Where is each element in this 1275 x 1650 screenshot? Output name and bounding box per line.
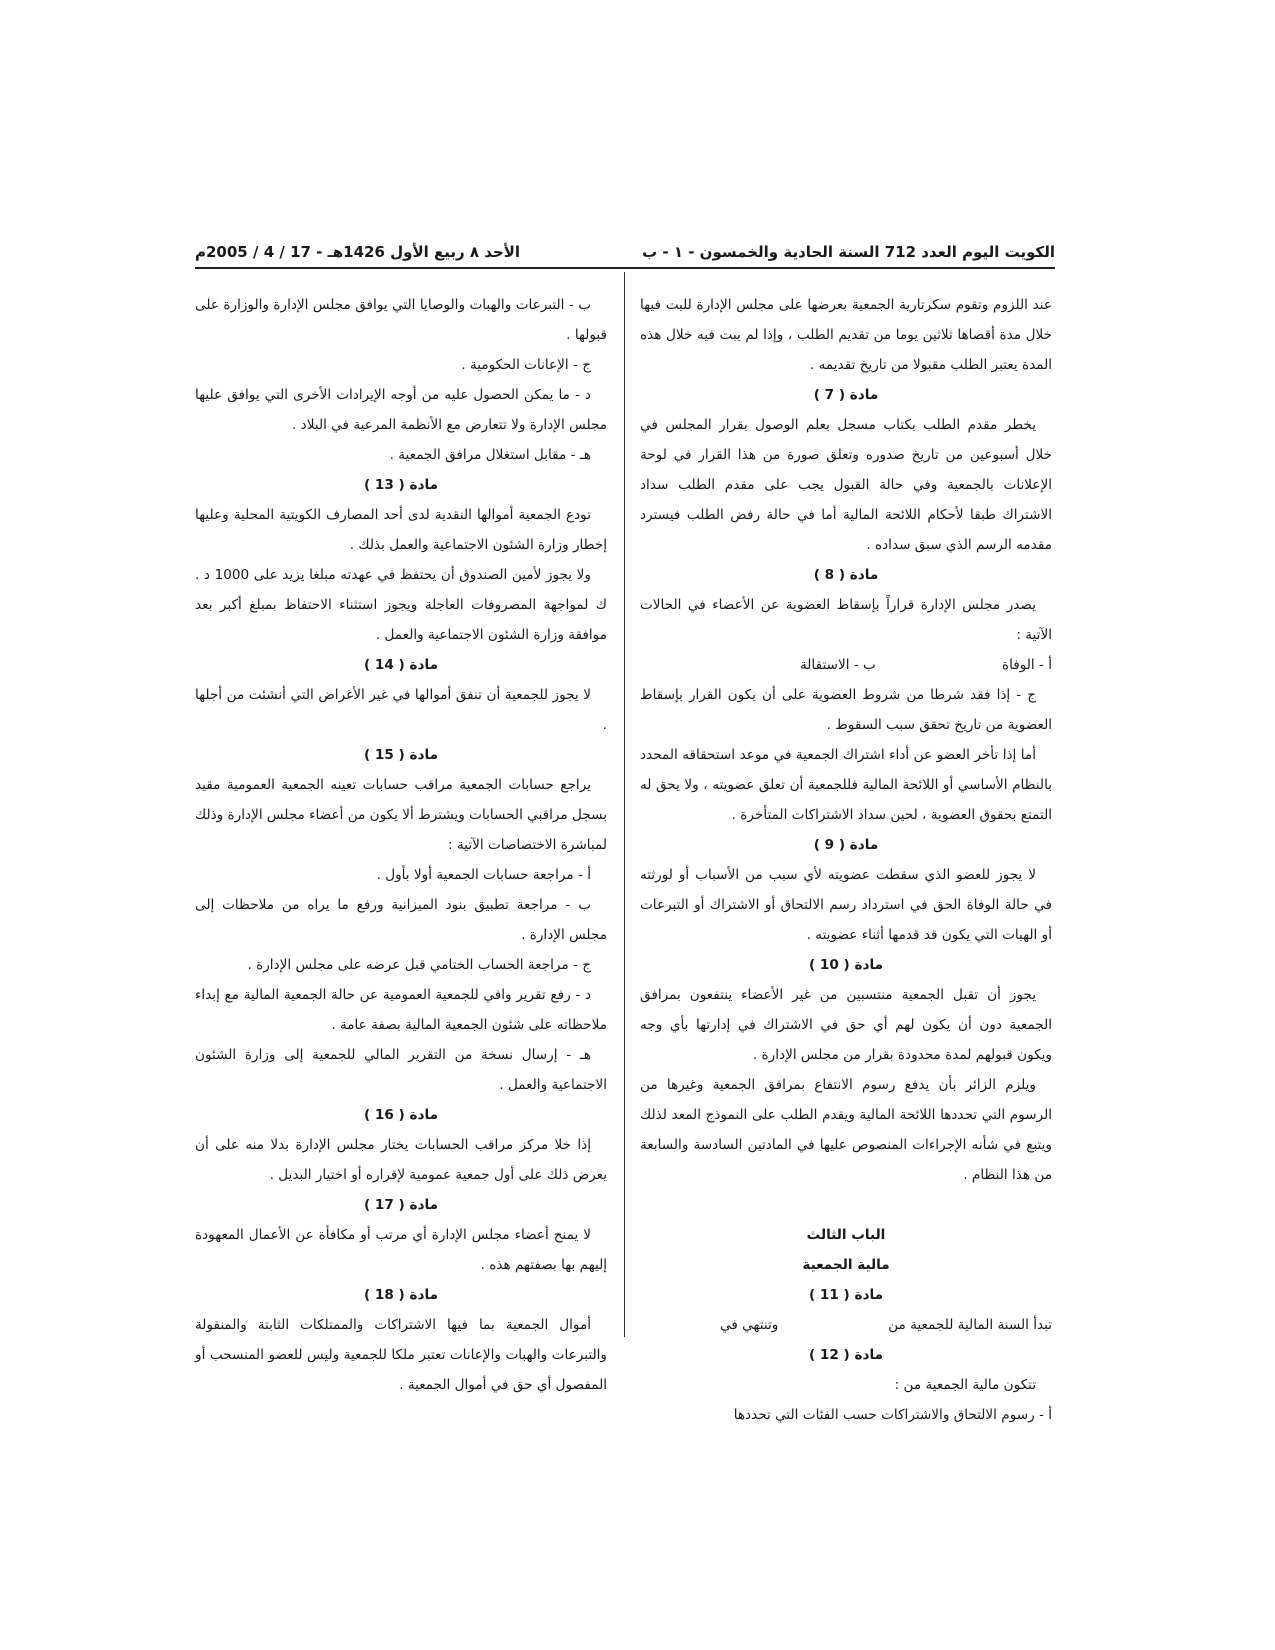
- article-8-items-ab: [640, 650, 1052, 680]
- article-11-start: تبدأ السنة المالية للجمعية من: [888, 1317, 1052, 1333]
- article-13-text: تودع الجمعية أموالها النقدية لدى أحد المصارف الكويتية المحلية وعليها إخطار وزارة الشئون الاجتماعية والعمل بذلك .: [195, 507, 607, 553]
- article-8-text: يصدر مجلس الإدارة قراراً بإسقاط العضوية عن الأعضاء في الحالات الآتية :: [640, 597, 1052, 643]
- article-8-item-b: ب - الاستقالة: [800, 657, 876, 673]
- article-14-text: لا يجوز للجمعية أن تنفق أموالها في غير الأغراض التي أنشئت من أجلها .: [195, 687, 607, 733]
- header-divider: [195, 267, 1055, 269]
- article-15-heading: مادة ( 15 ): [363, 747, 439, 763]
- article-11-heading: مادة ( 11 ): [808, 1287, 884, 1303]
- header-issue-info: الكويت اليوم العدد 712 السنة الحادية والخمسون - ١ - ب: [642, 243, 1055, 261]
- article-12-text: تتكون مالية الجمعية من :: [894, 1377, 1036, 1393]
- article-10-text-b: ويلزم الزائر بأن يدفع رسوم الانتفاع بمرافق الجمعية وغيرها من الرسوم التي تحددها اللائحة المالية ويقدم الطلب على النموذج المعد لذلك ويتبع في شأنه الإجراءات المنصوص عليها في المادتين السادسة والسابعة من هذا النظام .: [640, 1077, 1052, 1183]
- article-16-heading: مادة ( 16 ): [363, 1107, 439, 1123]
- column-divider: [624, 272, 625, 1337]
- article-8-item-d: أما إذا تأخر العضو عن أداء اشتراك الجمعية في موعد استحقاقه المحدد بالنظام الأساسي أو اللائحة المالية فللجمعية أن تعلق عضويته ، ولا يحق له التمتع بحقوق العضوية ، لحين سداد الاشتراكات المتأخرة .: [640, 747, 1052, 823]
- article-15-item-d: د - رفع تقرير وافي للجمعية العمومية عن حالة الجمعية المالية مع إبداء ملاحظاته على شئون الجمعية المالية بصفة عامة .: [195, 987, 607, 1033]
- article-7-heading: مادة ( 7 ): [813, 387, 879, 403]
- article-17-text: لا يمنح أعضاء مجلس الإدارة أي مرتب أو مكافأة عن الأعمال المعهودة إليهم بها بصفتهم هذه .: [195, 1227, 607, 1273]
- article-15-item-c: ج - مراجعة الحساب الختامي قبل عرضه على مجلس الإدارة .: [247, 957, 591, 973]
- article-12-item-d: د - ما يمكن الحصول عليه من أوجه الإيرادات الأخرى التي يوافق عليها مجلس الإدارة ولا تتعارض مع الأنظمة المرعية في البلاد .: [195, 387, 607, 433]
- header-date: الأحد ٨ ربيع الأول 1426هـ - 17 / 4 / 2005م: [195, 243, 521, 261]
- article-11-end: وتنتهي في: [720, 1317, 779, 1333]
- article-8-item-c: ج - إذا فقد شرطا من شروط العضوية على أن يكون القرار بإسقاط العضوية من تاريخ تحقق سبب السقوط .: [640, 687, 1052, 733]
- article-12-item-e: هـ - مقابل استغلال مرافق الجمعية .: [389, 447, 591, 463]
- article-10-heading: مادة ( 10 ): [808, 957, 884, 973]
- article-12-item-b: ب - التبرعات والهبات والوصايا التي يوافق مجلس الإدارة والوزارة على قبولها .: [195, 297, 607, 343]
- article-13-heading: مادة ( 13 ): [363, 477, 439, 493]
- page-header: [195, 240, 1055, 264]
- article-16-text: إذا خلا مركز مراقب الحسابات يختار مجلس الإدارة بدلا منه على أن يعرض ذلك على أول جمعية عمومية لإقراره أو اختيار البديل .: [195, 1137, 607, 1183]
- article-8-heading: مادة ( 8 ): [813, 567, 879, 583]
- article-8-item-a: أ - الوفاة: [1001, 657, 1052, 673]
- article-11-text: [640, 1310, 1052, 1340]
- article-12-item-c: ج - الإعانات الحكومية .: [461, 357, 591, 373]
- article-15-item-a: أ - مراجعة حسابات الجمعية أولا بأول .: [376, 867, 591, 883]
- article-10-text: يجوز أن تقبل الجمعية منتسبين من غير الأعضاء ينتفعون بمرافق الجمعية دون أن يكون لهم أي حق في الاشتراك في إدارتها بأي وجه ويكون قبولهم لمدة محدودة بقرار من مجلس الإدارة .: [640, 987, 1052, 1063]
- article-14-heading: مادة ( 14 ): [363, 657, 439, 673]
- chapter-heading: الباب الثالث: [806, 1227, 886, 1243]
- article-9-heading: مادة ( 9 ): [813, 837, 879, 853]
- right-column: [640, 290, 1052, 1430]
- article-15-text: يراجع حسابات الجمعية مراقب حسابات تعينه الجمعية العمومية مقيد بسجل مراقبي الحسابات ويشترط ألا يكون من أعضاء مجلس الإدارة وذلك لمباشرة الاختصاصات الآتية :: [195, 777, 607, 853]
- article-9-text: لا يجوز للعضو الذي سقطت عضويته لأي سبب من الأسباب أو لورثته في حالة الوفاة الحق في استرداد رسم الالتحاق أو الاشتراك أو التبرعات أو الهبات التي يكون قد قدمها أثناء عضويته .: [640, 867, 1052, 943]
- article-17-heading: مادة ( 17 ): [363, 1197, 439, 1213]
- article-15-item-b: ب - مراجعة تطبيق بنود الميزانية ورفع ما يراه من ملاحظات إلى مجلس الإدارة .: [195, 897, 607, 943]
- article-15-item-e: هـ - إرسال نسخة من التقرير المالي للجمعية إلى وزارة الشئون الاجتماعية والعمل .: [195, 1047, 607, 1093]
- article-12-item-a: أ - رسوم الالتحاق والاشتراكات حسب الفئات التي تحددها: [733, 1407, 1052, 1423]
- article-18-text: أموال الجمعية بما فيها الاشتراكات والممتلكات الثابتة والمنقولة والتبرعات والهبات والإعانات تعتبر ملكا للجمعية وليس للعضو المنسحب أو المفصول أي حق في أموال الجمعية .: [195, 1317, 607, 1393]
- article-18-heading: مادة ( 18 ): [363, 1287, 439, 1303]
- chapter-title: مالية الجمعية: [802, 1257, 890, 1273]
- article-12-heading: مادة ( 12 ): [808, 1347, 884, 1363]
- article-13-text-b: ولا يجوز لأمين الصندوق أن يحتفظ في عهدته مبلغا يزيد على 1000 د . ك لمواجهة المصروفات العاجلة ويجوز استثناء الاحتفاظ بمبلغ أكبر بعد موافقة وزارة الشئون الاجتماعية والعمل .: [195, 567, 607, 643]
- left-column: [195, 290, 607, 1400]
- paragraph-continued: عند اللزوم وتقوم سكرتارية الجمعية بعرضها على مجلس الإدارة للبت فيها خلال مدة أقصاها ثلاثين يوما من تقديم الطلب ، وإذا لم يبت فيه خلال هذه المدة يعتبر الطلب مقبولا من تاريخ تقديمه .: [640, 297, 1052, 373]
- article-7-text: يخطر مقدم الطلب بكتاب مسجل بعلم الوصول بقرار المجلس في خلال أسبوعين من تاريخ صدوره وتعلق صورة من هذا القرار في لوحة الإعلانات بالجمعية وفي حالة القبول يجب على مقدم الطلب سداد الاشتراك طبقا لأحكام اللائحة المالية أما في حالة رفض الطلب فيسترد مقدمه الرسم الذي سبق سداده .: [640, 417, 1052, 553]
